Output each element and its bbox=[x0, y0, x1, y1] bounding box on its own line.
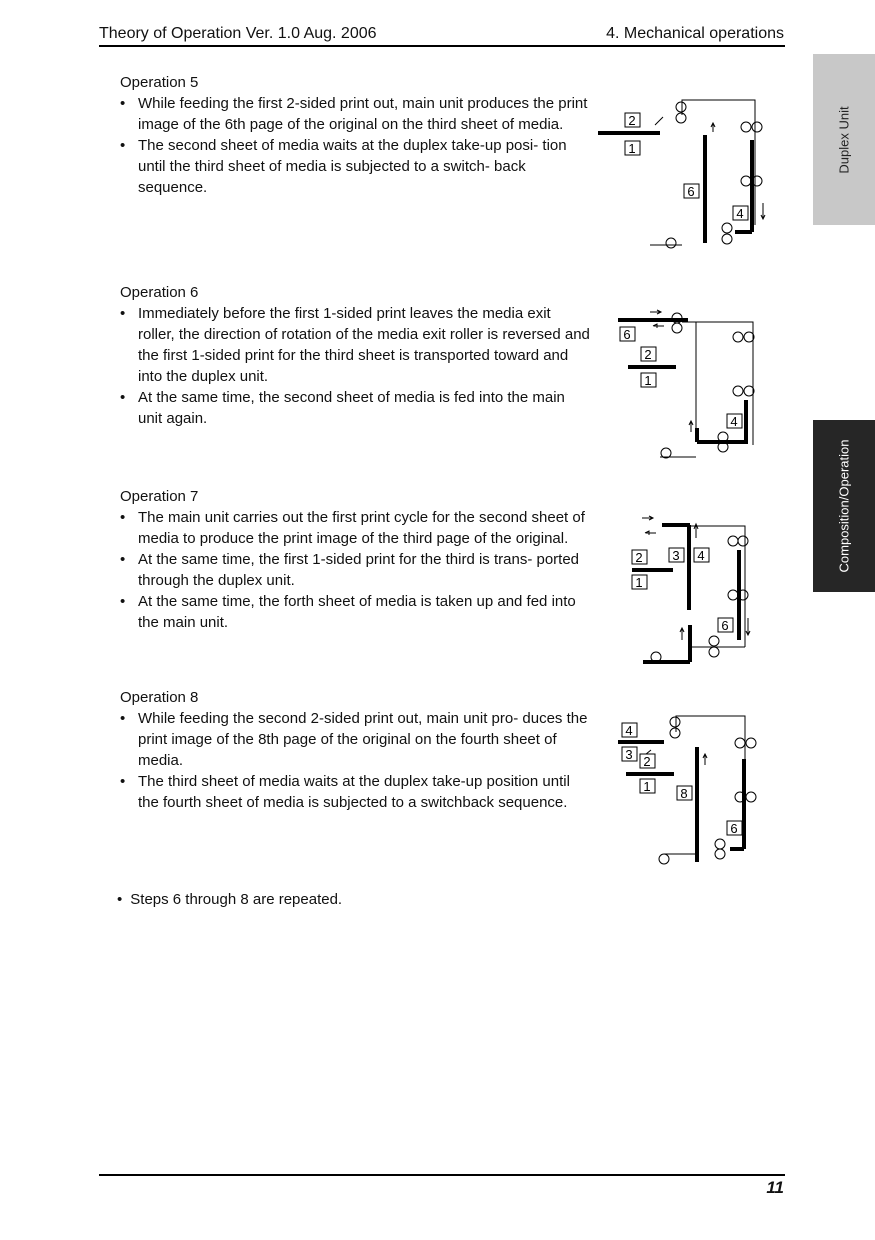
side-tab-duplex-label: Duplex Unit bbox=[836, 105, 852, 174]
bullet-item: • At the same time, the first 1-sided print for the third is trans- ported through the duplex unit. bbox=[120, 549, 590, 591]
bullet-item: • The main unit carries out the first print cycle for the second sheet of media to produce the print image of the third page of the original. bbox=[120, 507, 590, 549]
bullet-item: • Immediately before the first 1-sided print leaves the media exit roller, the direction of rotation of the media exit roller is reversed and the first 1-sided print for the third sheet is transported toward and into the duplex unit. bbox=[120, 303, 590, 387]
bullet-item: • At the same time, the second sheet of media is fed into the main unit again. bbox=[120, 387, 590, 429]
diagram-label: 1 bbox=[628, 141, 636, 156]
footer-rule bbox=[99, 1174, 785, 1176]
diagram-label: 1 bbox=[643, 779, 651, 794]
diagram-label: 6 bbox=[730, 821, 738, 836]
header-rule bbox=[99, 45, 785, 47]
diagram-label: 3 bbox=[672, 548, 680, 563]
operation-title: Operation 5 bbox=[120, 74, 199, 91]
diagram-label: 6 bbox=[623, 327, 631, 342]
operation-8-section bbox=[120, 687, 590, 813]
operation-5-diagram bbox=[590, 95, 780, 255]
bullet-item: • The second sheet of media waits at the duplex take-up posi- tion until the third sheet of media is subjected to a switch- back sequence. bbox=[120, 135, 590, 198]
diagram-label: 2 bbox=[644, 347, 652, 362]
operation-bullets bbox=[120, 708, 590, 813]
operation-title: Operation 7 bbox=[120, 488, 199, 505]
diagram-label: 2 bbox=[643, 754, 651, 769]
operation-7-diagram bbox=[590, 510, 780, 670]
diagram-label: 2 bbox=[635, 550, 643, 565]
final-note bbox=[117, 889, 342, 910]
side-tab-composition-operation[interactable] bbox=[813, 420, 875, 592]
header-title: Theory of Operation Ver. 1.0 Aug. 2006 bbox=[99, 25, 377, 42]
page-number: 11 bbox=[766, 1178, 784, 1197]
diagram-label: 2 bbox=[628, 113, 636, 128]
diagram-label: 6 bbox=[721, 618, 729, 633]
operation-6-section bbox=[120, 282, 590, 429]
operation-7-section bbox=[120, 486, 590, 633]
diagram-label: 4 bbox=[730, 414, 738, 429]
diagram-label: 1 bbox=[644, 373, 652, 388]
side-tab-duplex-unit[interactable] bbox=[813, 54, 875, 225]
operation-title: Operation 8 bbox=[120, 689, 199, 706]
diagram-label: 4 bbox=[736, 206, 744, 221]
diagram-label: 3 bbox=[625, 747, 633, 762]
diagram-label: 4 bbox=[625, 723, 633, 738]
operation-title: Operation 6 bbox=[120, 284, 199, 301]
bullet-glyph: • bbox=[117, 891, 123, 908]
diagram-label: 4 bbox=[697, 548, 705, 563]
operation-bullets bbox=[120, 303, 590, 429]
side-tab-composition-label: Composition/Operation bbox=[836, 439, 852, 573]
diagram-label: 8 bbox=[680, 786, 688, 801]
bullet-item: • At the same time, the forth sheet of media is taken up and fed into the main unit. bbox=[120, 591, 590, 633]
operation-bullets bbox=[120, 93, 590, 198]
diagram-label: 6 bbox=[687, 184, 695, 199]
operation-8-diagram bbox=[590, 712, 780, 872]
diagram-label: 1 bbox=[635, 575, 643, 590]
operation-bullets bbox=[120, 507, 590, 633]
operation-5-section bbox=[120, 72, 590, 198]
bullet-item: • The third sheet of media waits at the duplex take-up position until the fourth sheet of media is subjected to a switchback sequence. bbox=[120, 771, 590, 813]
bullet-item: • While feeding the second 2-sided print out, main unit pro- duces the print image of the 8th page of the original on the fourth sheet of media. bbox=[120, 708, 590, 771]
final-note-text: Steps 6 through 8 are repeated. bbox=[130, 891, 343, 908]
operation-6-diagram bbox=[590, 300, 780, 465]
bullet-item: • While feeding the first 2-sided print out, main unit produces the print image of the 6th page of the original on the third sheet of media. bbox=[120, 93, 590, 135]
header-section: 4. Mechanical operations bbox=[606, 25, 784, 42]
